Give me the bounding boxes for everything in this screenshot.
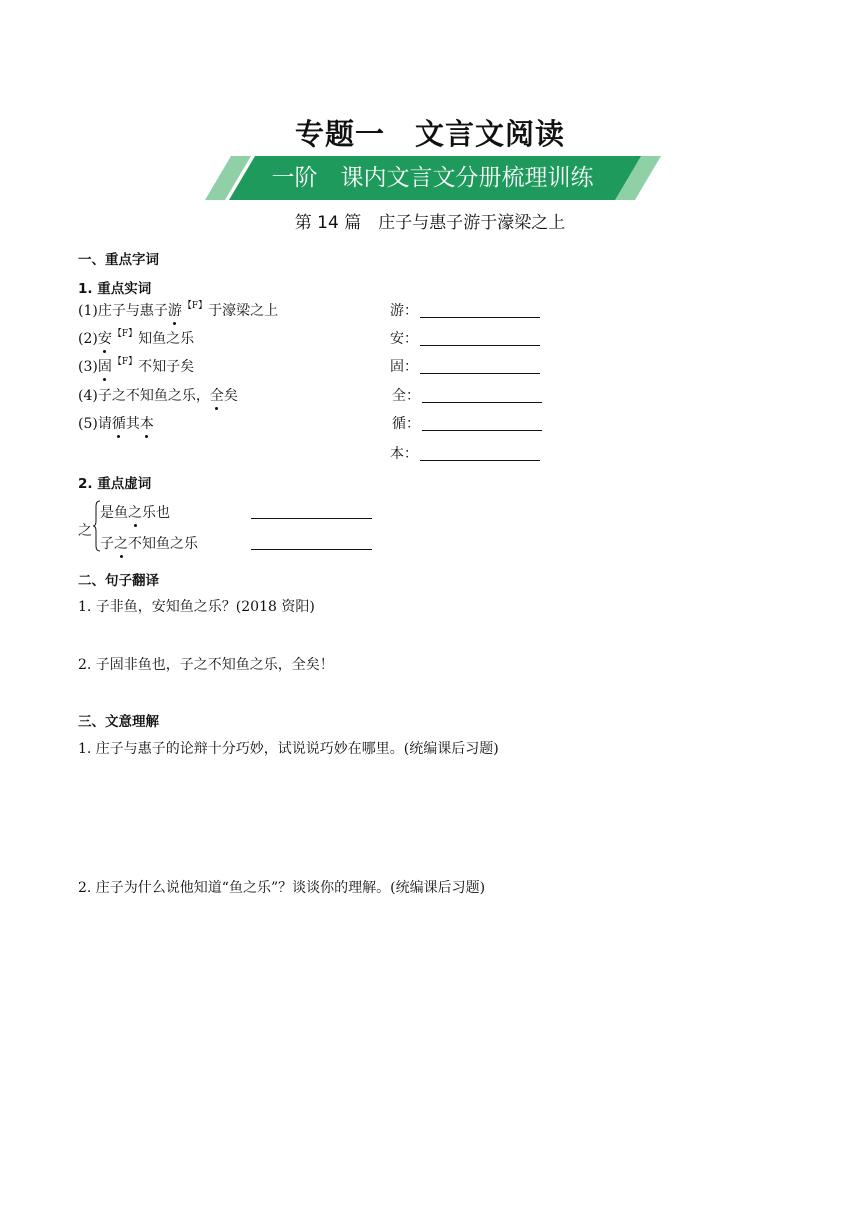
- xuci-line: 是鱼之乐也: [100, 502, 170, 522]
- xuci-char: 之: [78, 523, 92, 539]
- answer-blank[interactable]: [422, 402, 542, 403]
- shici-item: (5)请循其本: [78, 413, 154, 433]
- comprehension-question: 2. 庄子为什么说他知道“鱼之乐”？谈谈你的理解。(统编课后习题): [78, 880, 486, 896]
- answer-label: 本：: [390, 446, 418, 462]
- answer-label: 循：: [392, 416, 420, 432]
- translate-question: 2. 子固非鱼也，子之不知鱼之乐，全矣！: [78, 657, 334, 673]
- answer-blank[interactable]: [420, 460, 540, 461]
- article-subtitle: 第 14 篇 庄子与惠子游于濠梁之上: [294, 213, 566, 233]
- section-heading-3: 三、文意理解: [78, 714, 159, 730]
- shici-item: (4)子之不知鱼之乐，全矣: [78, 385, 238, 405]
- banner-text: 一阶 课内文言文分册梳理训练: [271, 165, 594, 191]
- section-heading-2: 二、句子翻译: [78, 573, 159, 589]
- shici-item: (3)固$^{【F】}$不知子矣: [78, 357, 195, 375]
- answer-label: 固：: [390, 359, 418, 375]
- page-title: 专题一 文言文阅读: [294, 117, 565, 151]
- section-heading-1: 一、重点字词: [78, 252, 159, 268]
- answer-label: 安：: [390, 331, 418, 347]
- subheading-xuci: 2. 重点虚词: [78, 476, 152, 492]
- answer-blank[interactable]: [420, 373, 540, 374]
- answer-blank[interactable]: [251, 518, 372, 519]
- answer-blank[interactable]: [251, 549, 372, 550]
- xuci-line: 子之不知鱼之乐: [100, 533, 198, 553]
- answer-blank[interactable]: [422, 430, 542, 431]
- answer-label: 游：: [390, 303, 418, 319]
- answer-blank[interactable]: [420, 317, 540, 318]
- comprehension-question: 1. 庄子与惠子的论辩十分巧妙，试说说巧妙在哪里。(统编课后习题): [78, 741, 499, 757]
- translate-question: 1. 子非鱼，安知鱼之乐？(2018 资阳): [78, 599, 315, 615]
- answer-blank[interactable]: [420, 345, 540, 346]
- subheading-shici: 1. 重点实词: [78, 281, 152, 297]
- shici-item: (1)庄子与惠子游$^{【F】}$于濠梁之上: [78, 301, 279, 319]
- shici-item: (2)安$^{【F】}$知鱼之乐: [78, 329, 195, 347]
- answer-label: 全：: [392, 388, 420, 404]
